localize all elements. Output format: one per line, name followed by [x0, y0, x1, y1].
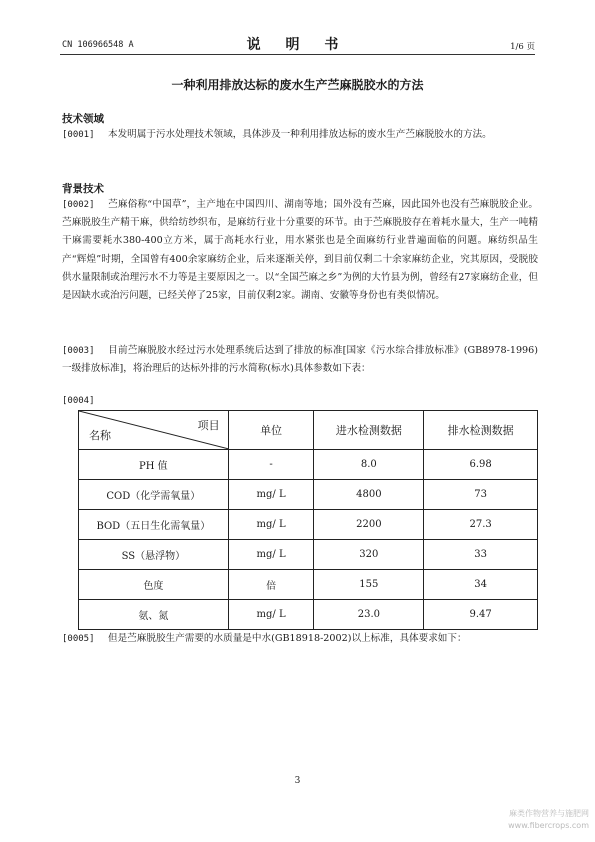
paragraph-text: 本发明属于污水处理技术领域，具体涉及一种利用排放达标的废水生产苎麻脱胶水的方法。: [108, 129, 492, 140]
row-name: PH 值: [79, 450, 229, 480]
row-outflow: 73: [424, 480, 538, 510]
row-unit: mg/ L: [228, 510, 314, 540]
paragraph-0003: [62, 342, 538, 378]
header-inflow: 进水检测数据: [314, 411, 424, 450]
row-outflow: 9.47: [424, 600, 538, 630]
table-header-row: [79, 411, 538, 450]
row-unit: 倍: [228, 570, 314, 600]
row-inflow: 320: [314, 540, 424, 570]
header-unit: 单位: [228, 411, 314, 450]
section-heading-background: 背景技术: [62, 183, 104, 195]
paragraph-0005: [62, 630, 538, 648]
row-unit: -: [228, 450, 314, 480]
header-outflow: 排水检测数据: [424, 411, 538, 450]
table-row: [79, 540, 538, 570]
water-quality-table: [78, 410, 538, 630]
paragraph-number: [0005]: [62, 634, 95, 644]
paragraph-text: 苎麻俗称“中国草”，主产地在中国四川、湖南等地；国外没有苎麻，因此国外也没有苎麻脱胶企业。苎麻脱胶生产精干麻，供给纺纱织布，是麻纺行业十分重要的环节。由于苎麻脱胶存在着耗水量大，生产一吨精干麻需要耗水380-400立方米，属于高耗水行业，用水紧张也是全面麻纺行业普遍面临的问题。麻纺织品生产“辉煌”时期，全国曾有400余家麻纺企业，后来逐渐关停，到目前仅剩二十余家麻纺企业，究其原因，受脱胶供水量限制或治理污水不力等是主要原因之一。以“全国苎麻之乡”为例的大竹县为例，曾经有27家麻纺企业，但是因缺水或治污问题，已经关停了25家，目前仅剩2家。湖南、安徽等身份也有类似情况。: [62, 199, 538, 302]
page-number: 3: [294, 776, 301, 786]
header-name-label: 名称: [89, 429, 111, 442]
row-outflow: 33: [424, 540, 538, 570]
row-name: 氨、氮: [79, 600, 229, 630]
paragraph-0004-number: [0004]: [62, 396, 95, 406]
row-inflow: 155: [314, 570, 424, 600]
table-row: [79, 480, 538, 510]
row-name: 色度: [79, 570, 229, 600]
table-row: [79, 600, 538, 630]
row-name: COD（化学需氧量）: [79, 480, 229, 510]
row-outflow: 6.98: [424, 450, 538, 480]
row-unit: mg/ L: [228, 600, 314, 630]
row-name: SS（悬浮物）: [79, 540, 229, 570]
row-inflow: 8.0: [314, 450, 424, 480]
table-row: [79, 570, 538, 600]
header-rule: [60, 54, 535, 55]
doc-type: 说 明 书: [246, 37, 349, 53]
row-inflow: 2200: [314, 510, 424, 540]
paragraph-number: [0003]: [62, 346, 95, 356]
paragraph-text: 目前苎麻脱胶水经过污水处理系统后达到了排放的标准[国家《污水综合排放标准》(GB8978-1996)一级排放标准]，将治理后的达标外排的污水简称(标水)具体参数如下表：: [62, 345, 538, 375]
watermark-line-2: www.fibercrops.com: [508, 821, 589, 830]
paragraph-number: [0002]: [62, 200, 95, 210]
row-inflow: 23.0: [314, 600, 424, 630]
header-item-label: 项目: [197, 419, 220, 432]
table-row: [79, 450, 538, 480]
paragraph-text: 但是苎麻脱胶生产需要的水质量是中水(GB18918-2002)以上标准，具体要求如下：: [108, 633, 467, 644]
watermark-line-1: 麻类作物营养与施肥网: [509, 809, 589, 818]
diagonal-header-cell: [79, 411, 229, 450]
paragraph-0002: [62, 196, 538, 305]
page-indicator: 1/6 页: [510, 42, 535, 52]
row-unit: mg/ L: [228, 540, 314, 570]
row-outflow: 34: [424, 570, 538, 600]
row-unit: mg/ L: [228, 480, 314, 510]
table-row: [79, 510, 538, 540]
watermark: [508, 808, 589, 832]
row-name: BOD（五日生化需氧量）: [79, 510, 229, 540]
paragraph-0001: [62, 126, 538, 144]
doc-id: CN 106966548 A: [62, 40, 134, 50]
row-outflow: 27.3: [424, 510, 538, 540]
row-inflow: 4800: [314, 480, 424, 510]
paragraph-number: [0001]: [62, 130, 95, 140]
section-heading-tech-field: 技术领域: [62, 113, 104, 125]
document-title: 一种利用排放达标的废水生产苎麻脱胶水的方法: [171, 78, 424, 92]
